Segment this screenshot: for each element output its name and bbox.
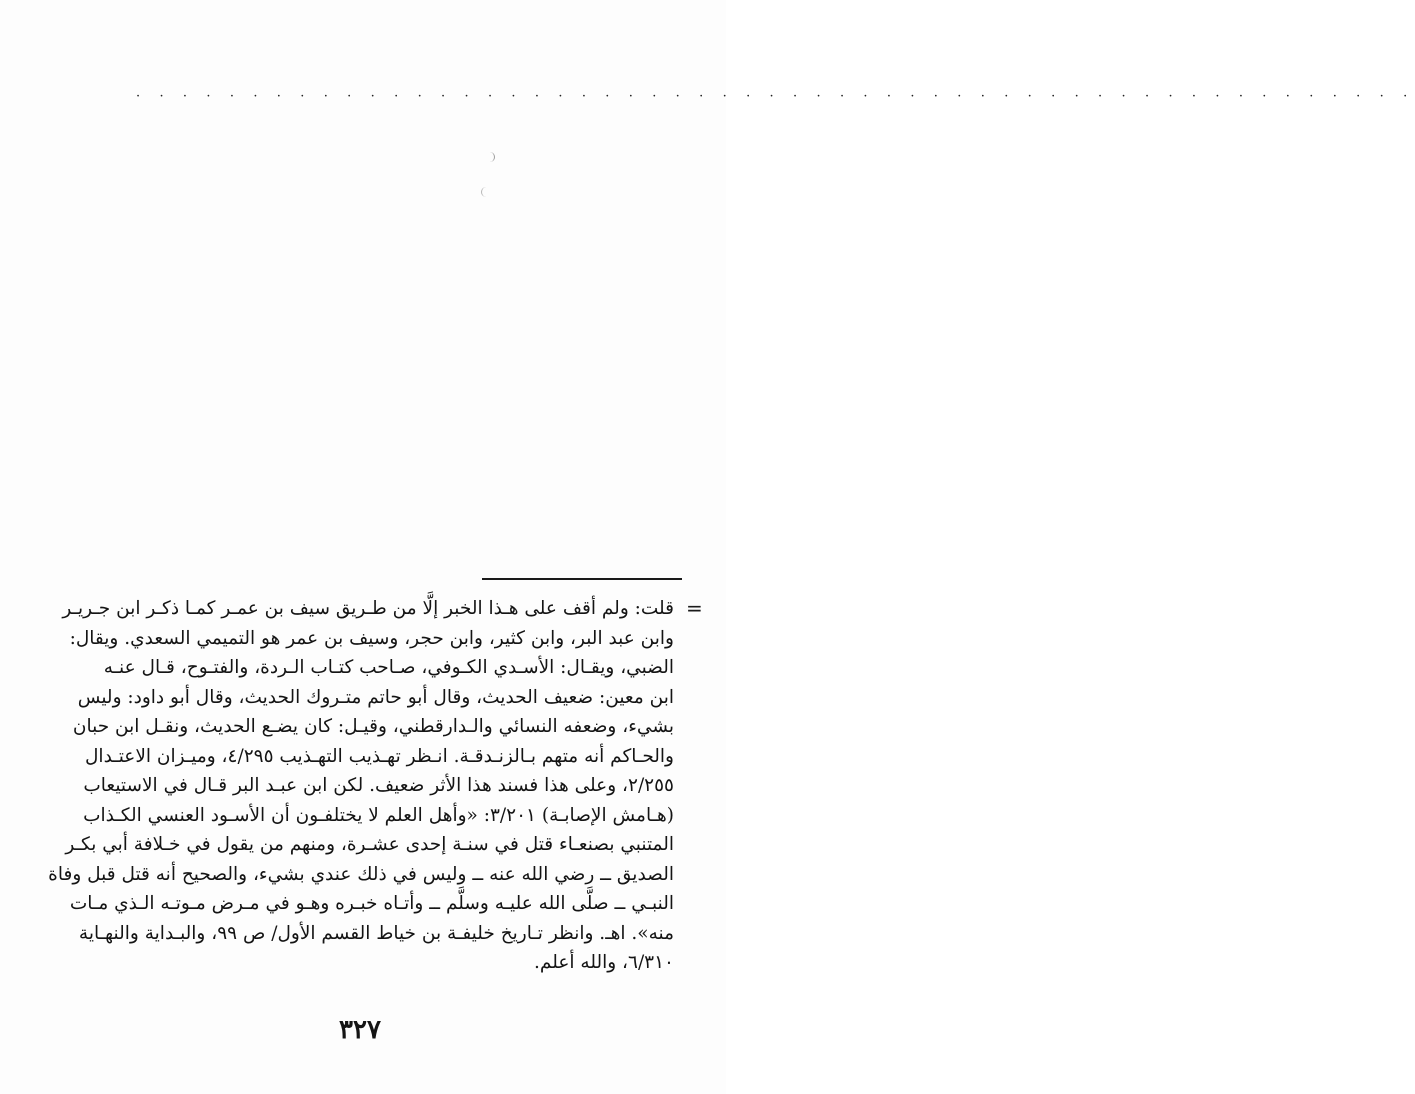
scan-artifact-mark <box>481 187 486 197</box>
footnote-line: النبـي ــ صلَّى الله عليـه وسلَّم ــ وأتـاه خبـره وهـو في مـرض مـوتـه الـذي مـات <box>69 893 674 914</box>
footnote-line: (هـامش الإصابـة) ٣/٢٠١: «وأهل العلم لا يختلفـون أن الأسـود العنسي الكـذاب <box>83 804 674 826</box>
page-number: ٣٢٧ <box>339 1015 381 1045</box>
scan-artifact-mark <box>490 152 495 162</box>
footnote-separator-rule <box>482 578 682 580</box>
footnote-line: الضبي، ويقـال: الأسـدي الكـوفي، صـاحب كتـاب الـردة، والفتـوح، قـال عنـه <box>103 657 674 678</box>
footnote-line: ٢/٢٥٥، وعلى هذا فسند هذا الأثر ضعيف. لكن ابن عبـد البر قـال في الاستيعاب <box>83 775 674 796</box>
footnote-block <box>48 594 674 978</box>
dotted-header-rule: · · · · · · · · · · · · · · · · · · · · · · · · · · · · · · · · · · · · · · · · · · · · · · · · · · · · · · · <box>136 89 1415 104</box>
footnote-line: المتنبي بصنعـاء قتل في سنـة إحدى عشـرة، ومنهم من يقول في خـلافة أبي بكـر <box>65 834 674 855</box>
footnote-line: الصديق ــ رضي الله عنه ــ وليس في ذلك عندي بشيء، والصحيح أنه قتل قبل وفاة <box>48 863 674 885</box>
footnote-line: والحـاكم أنه متهم بـالزنـدقـة. انـظر تهـذيب التهـذيب ٤/٢٩٥، وميـزان الاعتـدال <box>84 745 674 767</box>
footnote-continuation-marker: = <box>686 596 703 620</box>
footnote-line: ابن معين: ضعيف الحديث، وقال أبو حاتم متـروك الحديث، وقال أبو داود: وليس <box>77 686 674 708</box>
footnote-line: منه». اهـ. وانظر تـاريخ خليفـة بن خياط القسم الأول/ ص ٩٩، والبـداية والنهـاية <box>78 922 674 944</box>
footnote-line: قلت: ولم أقف على هـذا الخبر إلَّا من طـريق سيف بن عمـر كمـا ذكـر ابن جـريـر <box>62 598 674 619</box>
footnote-line: بشيء، وضعفه النسائي والـدارقطني، وقيـل: كان يضـع الحديث، ونقـل ابن حبان <box>72 716 674 737</box>
footnote-line: وابن عبد البر، وابن كثير، وابن حجر، وسيف بن عمر هو التميمي السعدي. ويقال: <box>69 627 674 649</box>
footnote-line: ٦/٣١٠، والله أعلم. <box>534 952 674 973</box>
